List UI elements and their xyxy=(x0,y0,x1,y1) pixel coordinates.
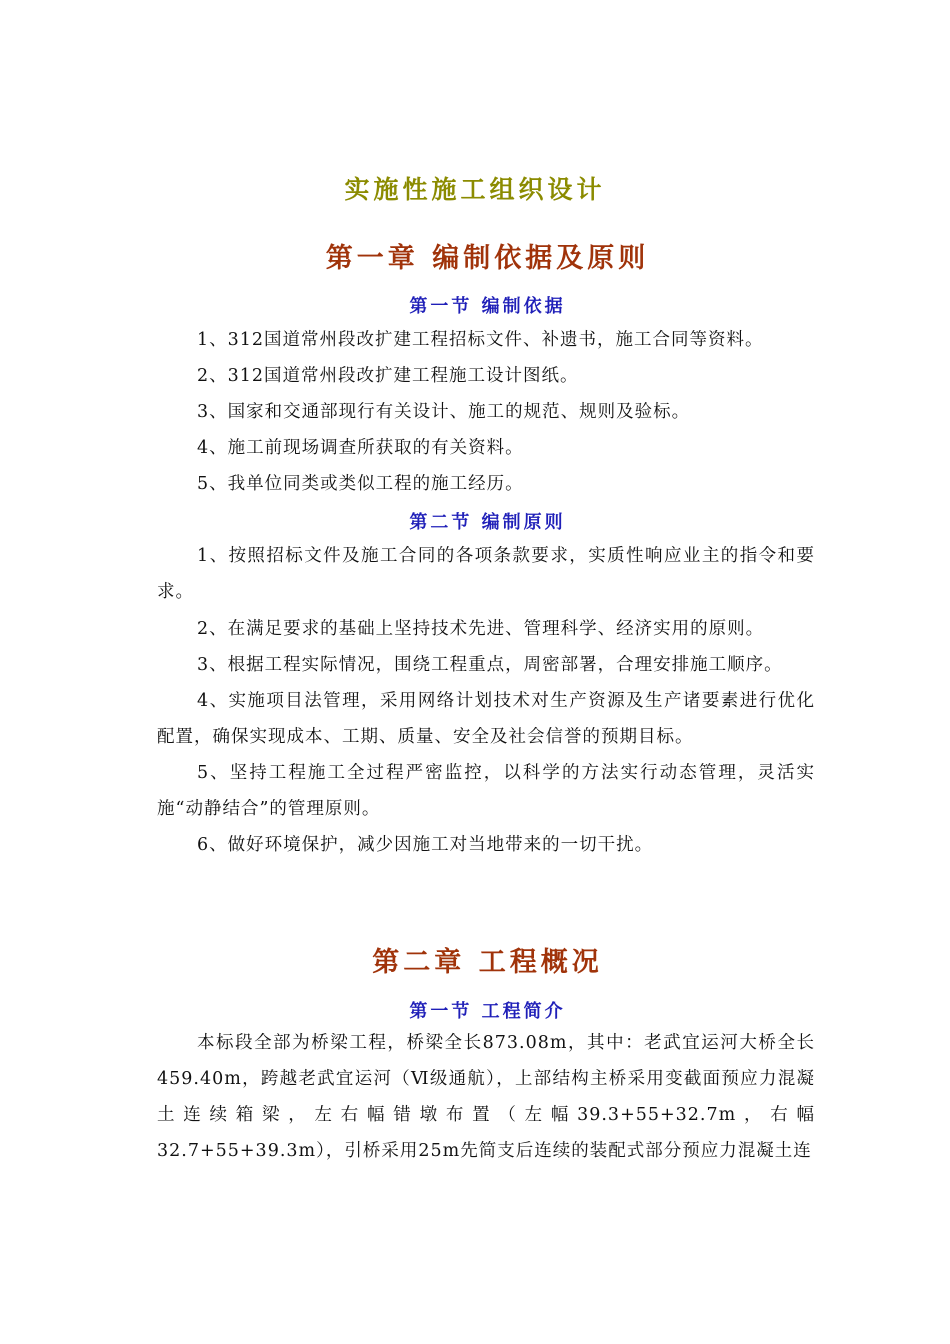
basis-item-5: 5、我单位同类或类似工程的施工经历。 xyxy=(197,474,524,494)
basis-item-4: 4、施工前现场调查所获取的有关资料。 xyxy=(197,438,524,458)
project-overview-paragraph: 本标段全部为桥梁工程，桥梁全长873.08m，其中：老武宜运河大桥全长459.40m，跨越老武宜运河（Ⅵ级通航），上部结构主桥采用变截面预应力混凝土连续箱梁，左右幅错墩布置（左幅39.3+55+32.7m，右幅32.7+55+39.3m），引桥采用25m先简支后连续的装配式部分预应力混凝土连 xyxy=(157,1033,815,1161)
principle-item-2: 2、在满足要求的基础上坚持技术先进、管理科学、经济实用的原则。 xyxy=(197,619,765,639)
chapter-2-heading: 第二章 工程概况 xyxy=(372,947,603,978)
principle-item-5: 5、坚持工程施工全过程严密监控，以科学的方法实行动态管理，灵活实施“动静结合”的管理原则。 xyxy=(157,763,815,819)
basis-item-3: 3、国家和交通部现行有关设计、施工的规范、规则及验标。 xyxy=(197,402,691,422)
principle-item-6: 6、做好环境保护，减少因施工对当地带来的一切干扰。 xyxy=(197,835,654,855)
chapter-1-section-2-heading: 第二节 编制原则 xyxy=(409,512,566,533)
chapter-2-section-1-heading: 第一节 工程简介 xyxy=(409,1001,566,1022)
basis-item-1: 1、312国道常州段改扩建工程招标文件、补遗书，施工合同等资料。 xyxy=(197,330,764,350)
principle-item-1: 1、按照招标文件及施工合同的各项条款要求，实质性响应业主的指令和要求。 xyxy=(157,546,815,602)
principle-item-4: 4、实施项目法管理，采用网络计划技术对生产资源及生产诸要素进行优化配置，确保实现成本、工期、质量、安全及社会信誉的预期目标。 xyxy=(157,691,815,747)
basis-item-2: 2、312国道常州段改扩建工程施工设计图纸。 xyxy=(197,366,579,386)
document-title: 实施性施工组织设计 xyxy=(344,175,606,204)
chapter-1-section-1-heading: 第一节 编制依据 xyxy=(409,296,566,317)
chapter-1-heading: 第一章 编制依据及原则 xyxy=(325,243,650,274)
principle-item-3: 3、根据工程实际情况，围绕工程重点，周密部署，合理安排施工顺序。 xyxy=(197,655,783,675)
